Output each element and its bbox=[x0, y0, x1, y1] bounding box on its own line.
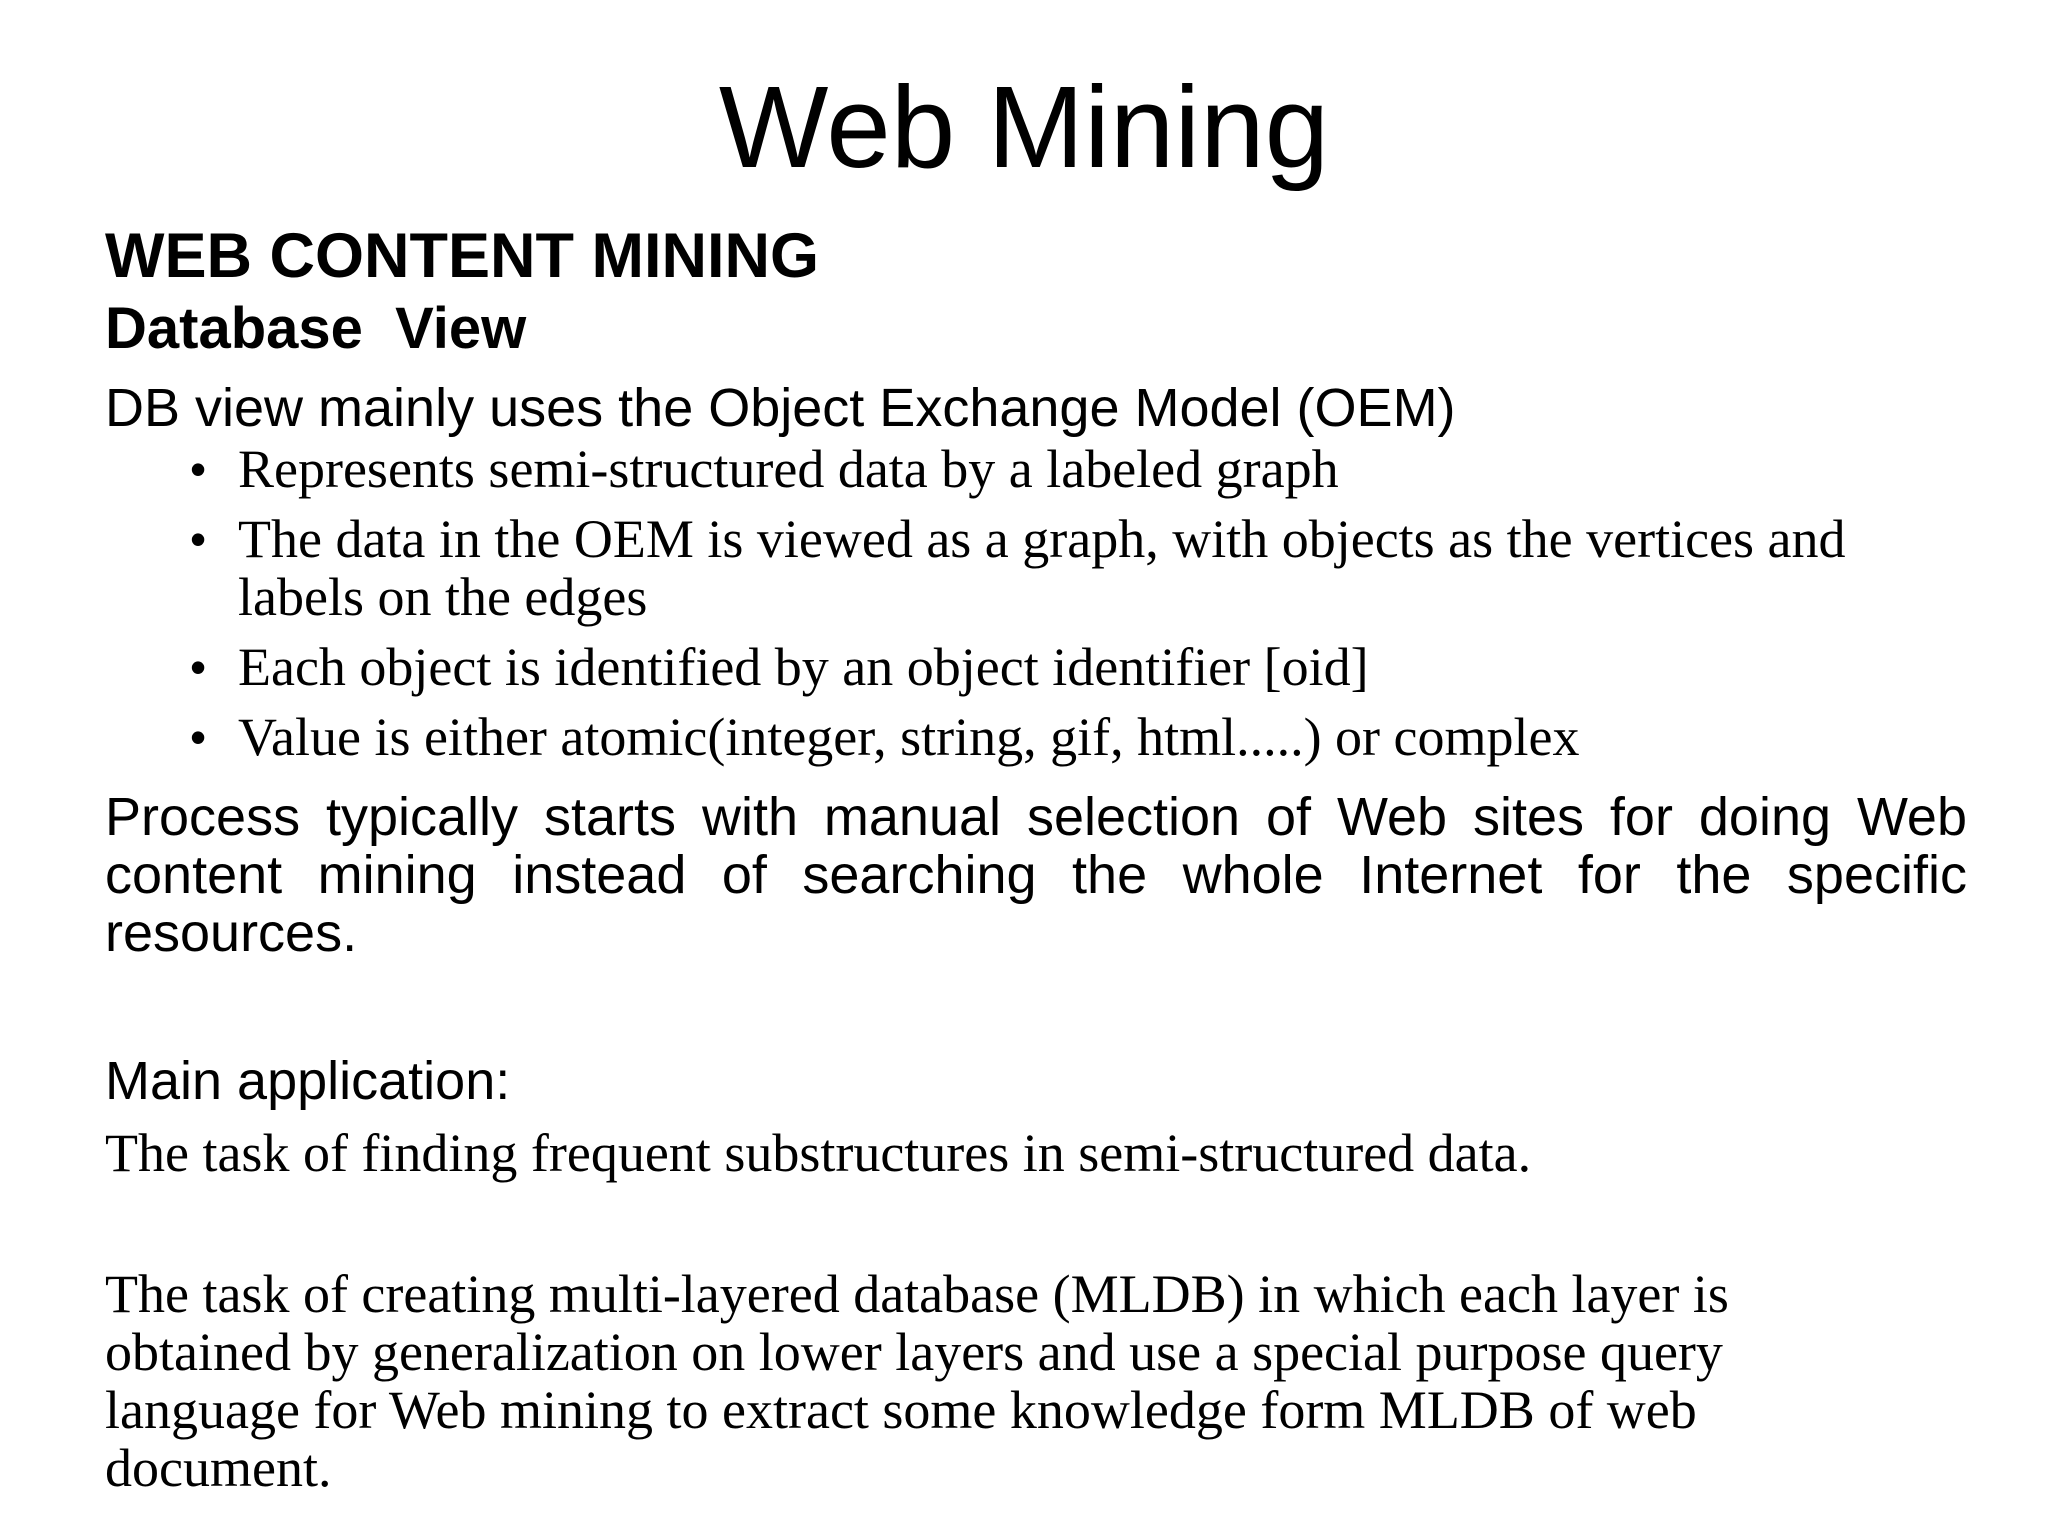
process-paragraph: Process typically starts with manual selection of Web sites for doing Web content mining instead of searching the whole Internet for the specific resources. bbox=[105, 787, 1967, 963]
bullet-text: Each object is identified by an object identifier [oid] bbox=[238, 637, 1369, 697]
task-2-paragraph bbox=[105, 1265, 1935, 1497]
section-subheading: Database View bbox=[105, 296, 527, 361]
section-heading: WEB CONTENT MINING bbox=[105, 221, 819, 291]
bullet-icon: • bbox=[190, 641, 207, 693]
task-2-line: obtained by generalization on lower layers and use a special purpose query bbox=[105, 1322, 1723, 1382]
bullet-icon: • bbox=[190, 443, 207, 495]
bullet-text: The data in the OEM is viewed as a graph, with objects as the vertices and labels on the edges bbox=[238, 509, 1846, 627]
bullet-icon: • bbox=[190, 513, 207, 565]
bullet-text: Represents semi-structured data by a labeled graph bbox=[238, 439, 1339, 499]
intro-text: DB view mainly uses the Object Exchange Model (OEM) bbox=[105, 378, 1456, 438]
task-2-line: The task of creating multi-layered database (MLDB) in which each layer is bbox=[105, 1264, 1729, 1324]
task-2-line: language for Web mining to extract some knowledge form MLDB of web bbox=[105, 1380, 1697, 1440]
bullet-text: Value is either atomic(integer, string, gif, html.....) or complex bbox=[238, 707, 1580, 767]
bullet-icon: • bbox=[190, 711, 207, 763]
main-application-label: Main application: bbox=[105, 1051, 511, 1111]
task-1-text: The task of finding frequent substructures in semi-structured data. bbox=[105, 1123, 1532, 1183]
slide-title: Web Mining bbox=[718, 62, 1330, 192]
task-2-line: document. bbox=[105, 1438, 332, 1498]
